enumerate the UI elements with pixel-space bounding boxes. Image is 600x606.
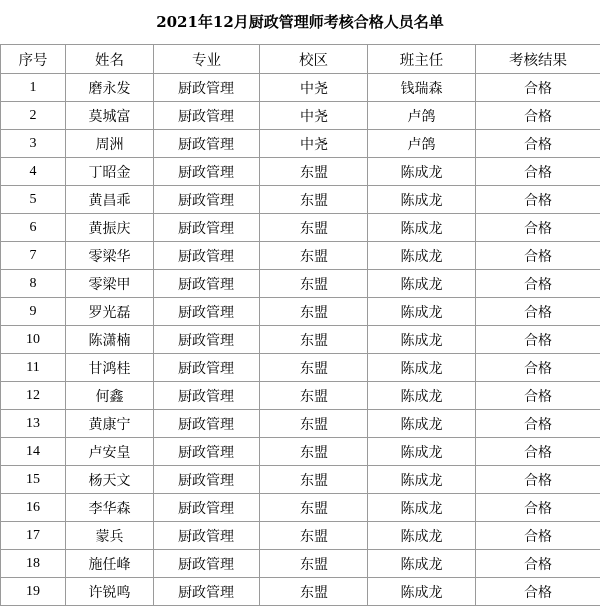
cell-index: 8 bbox=[1, 270, 66, 298]
cell-name: 零梁华 bbox=[66, 242, 154, 270]
cell-index: 5 bbox=[1, 186, 66, 214]
cell-name: 黄康宁 bbox=[66, 410, 154, 438]
cell-campus: 东盟 bbox=[260, 494, 368, 522]
cell-teacher: 卢鸽 bbox=[368, 130, 476, 158]
cell-teacher: 钱瑞森 bbox=[368, 74, 476, 102]
header-campus: 校区 bbox=[260, 45, 368, 74]
cell-major: 厨政管理 bbox=[154, 326, 260, 354]
cell-teacher: 陈成龙 bbox=[368, 270, 476, 298]
cell-index: 6 bbox=[1, 214, 66, 242]
cell-teacher: 陈成龙 bbox=[368, 242, 476, 270]
cell-index: 3 bbox=[1, 130, 66, 158]
table-row bbox=[1, 550, 600, 578]
table-row bbox=[1, 382, 600, 410]
cell-campus: 东盟 bbox=[260, 186, 368, 214]
header-index: 序号 bbox=[1, 45, 66, 74]
cell-teacher: 陈成龙 bbox=[368, 298, 476, 326]
cell-index: 13 bbox=[1, 410, 66, 438]
cell-campus: 东盟 bbox=[260, 326, 368, 354]
cell-result: 合格 bbox=[476, 354, 600, 382]
cell-result: 合格 bbox=[476, 242, 600, 270]
cell-major: 厨政管理 bbox=[154, 410, 260, 438]
table-row bbox=[1, 522, 600, 550]
cell-result: 合格 bbox=[476, 466, 600, 494]
table-row bbox=[1, 578, 600, 606]
cell-major: 厨政管理 bbox=[154, 102, 260, 130]
cell-index: 7 bbox=[1, 242, 66, 270]
cell-name: 磨永发 bbox=[66, 74, 154, 102]
cell-result: 合格 bbox=[476, 102, 600, 130]
cell-major: 厨政管理 bbox=[154, 494, 260, 522]
cell-result: 合格 bbox=[476, 186, 600, 214]
table-body bbox=[1, 74, 600, 606]
cell-index: 14 bbox=[1, 438, 66, 466]
cell-name: 杨天文 bbox=[66, 466, 154, 494]
cell-result: 合格 bbox=[476, 326, 600, 354]
cell-major: 厨政管理 bbox=[154, 382, 260, 410]
cell-campus: 东盟 bbox=[260, 242, 368, 270]
cell-index: 2 bbox=[1, 102, 66, 130]
cell-result: 合格 bbox=[476, 298, 600, 326]
cell-name: 黄昌乖 bbox=[66, 186, 154, 214]
cell-major: 厨政管理 bbox=[154, 298, 260, 326]
table-row bbox=[1, 214, 600, 242]
cell-index: 17 bbox=[1, 522, 66, 550]
cell-result: 合格 bbox=[476, 578, 600, 606]
cell-result: 合格 bbox=[476, 158, 600, 186]
cell-result: 合格 bbox=[476, 214, 600, 242]
table-row bbox=[1, 158, 600, 186]
cell-teacher: 陈成龙 bbox=[368, 354, 476, 382]
header-major: 专业 bbox=[154, 45, 260, 74]
cell-index: 12 bbox=[1, 382, 66, 410]
cell-name: 甘鸿桂 bbox=[66, 354, 154, 382]
cell-index: 9 bbox=[1, 298, 66, 326]
cell-teacher: 陈成龙 bbox=[368, 578, 476, 606]
cell-name: 周洲 bbox=[66, 130, 154, 158]
cell-major: 厨政管理 bbox=[154, 74, 260, 102]
cell-major: 厨政管理 bbox=[154, 438, 260, 466]
cell-name: 零梁甲 bbox=[66, 270, 154, 298]
cell-result: 合格 bbox=[476, 494, 600, 522]
table-row bbox=[1, 466, 600, 494]
cell-campus: 东盟 bbox=[260, 466, 368, 494]
cell-teacher: 陈成龙 bbox=[368, 438, 476, 466]
cell-name: 许锐鸣 bbox=[66, 578, 154, 606]
cell-campus: 东盟 bbox=[260, 438, 368, 466]
cell-name: 李华森 bbox=[66, 494, 154, 522]
cell-campus: 中尧 bbox=[260, 102, 368, 130]
cell-campus: 中尧 bbox=[260, 74, 368, 102]
cell-name: 莫城富 bbox=[66, 102, 154, 130]
cell-major: 厨政管理 bbox=[154, 130, 260, 158]
cell-index: 11 bbox=[1, 354, 66, 382]
cell-name: 卢安皇 bbox=[66, 438, 154, 466]
cell-index: 1 bbox=[1, 74, 66, 102]
cell-campus: 东盟 bbox=[260, 522, 368, 550]
cell-teacher: 陈成龙 bbox=[368, 214, 476, 242]
table-row bbox=[1, 270, 600, 298]
cell-major: 厨政管理 bbox=[154, 354, 260, 382]
table-row bbox=[1, 186, 600, 214]
cell-name: 何鑫 bbox=[66, 382, 154, 410]
table-row bbox=[1, 74, 600, 102]
cell-major: 厨政管理 bbox=[154, 522, 260, 550]
cell-index: 10 bbox=[1, 326, 66, 354]
cell-result: 合格 bbox=[476, 550, 600, 578]
cell-teacher: 陈成龙 bbox=[368, 326, 476, 354]
table-row bbox=[1, 326, 600, 354]
cell-index: 4 bbox=[1, 158, 66, 186]
table-row bbox=[1, 130, 600, 158]
cell-major: 厨政管理 bbox=[154, 270, 260, 298]
cell-campus: 东盟 bbox=[260, 578, 368, 606]
header-name: 姓名 bbox=[66, 45, 154, 74]
cell-major: 厨政管理 bbox=[154, 242, 260, 270]
cell-teacher: 陈成龙 bbox=[368, 522, 476, 550]
table-header-row bbox=[1, 45, 600, 74]
cell-result: 合格 bbox=[476, 74, 600, 102]
cell-name: 施任峰 bbox=[66, 550, 154, 578]
cell-index: 18 bbox=[1, 550, 66, 578]
table-row bbox=[1, 102, 600, 130]
cell-teacher: 陈成龙 bbox=[368, 158, 476, 186]
cell-name: 罗光磊 bbox=[66, 298, 154, 326]
cell-major: 厨政管理 bbox=[154, 214, 260, 242]
cell-campus: 东盟 bbox=[260, 354, 368, 382]
cell-name: 丁昭金 bbox=[66, 158, 154, 186]
cell-campus: 东盟 bbox=[260, 158, 368, 186]
cell-name: 蒙兵 bbox=[66, 522, 154, 550]
cell-campus: 东盟 bbox=[260, 410, 368, 438]
table-row bbox=[1, 410, 600, 438]
table-row bbox=[1, 242, 600, 270]
cell-name: 黄振庆 bbox=[66, 214, 154, 242]
cell-teacher: 陈成龙 bbox=[368, 382, 476, 410]
document-title: 2021年12月厨政管理师考核合格人员名单 bbox=[0, 0, 600, 44]
cell-major: 厨政管理 bbox=[154, 158, 260, 186]
cell-result: 合格 bbox=[476, 522, 600, 550]
cell-result: 合格 bbox=[476, 410, 600, 438]
cell-major: 厨政管理 bbox=[154, 186, 260, 214]
table-row bbox=[1, 494, 600, 522]
cell-teacher: 陈成龙 bbox=[368, 186, 476, 214]
cell-campus: 东盟 bbox=[260, 382, 368, 410]
cell-campus: 中尧 bbox=[260, 130, 368, 158]
table-row bbox=[1, 298, 600, 326]
table-row bbox=[1, 438, 600, 466]
table-row bbox=[1, 354, 600, 382]
cell-campus: 东盟 bbox=[260, 298, 368, 326]
cell-index: 15 bbox=[1, 466, 66, 494]
cell-name: 陈潇楠 bbox=[66, 326, 154, 354]
cell-index: 19 bbox=[1, 578, 66, 606]
cell-campus: 东盟 bbox=[260, 270, 368, 298]
cell-teacher: 陈成龙 bbox=[368, 410, 476, 438]
qualified-personnel-table bbox=[0, 44, 600, 606]
cell-major: 厨政管理 bbox=[154, 578, 260, 606]
cell-teacher: 陈成龙 bbox=[368, 550, 476, 578]
cell-teacher: 卢鸽 bbox=[368, 102, 476, 130]
cell-result: 合格 bbox=[476, 382, 600, 410]
cell-result: 合格 bbox=[476, 130, 600, 158]
cell-result: 合格 bbox=[476, 270, 600, 298]
cell-teacher: 陈成龙 bbox=[368, 466, 476, 494]
header-result: 考核结果 bbox=[476, 45, 600, 74]
cell-index: 16 bbox=[1, 494, 66, 522]
cell-result: 合格 bbox=[476, 438, 600, 466]
header-teacher: 班主任 bbox=[368, 45, 476, 74]
cell-teacher: 陈成龙 bbox=[368, 494, 476, 522]
cell-major: 厨政管理 bbox=[154, 466, 260, 494]
cell-major: 厨政管理 bbox=[154, 550, 260, 578]
cell-campus: 东盟 bbox=[260, 214, 368, 242]
cell-campus: 东盟 bbox=[260, 550, 368, 578]
